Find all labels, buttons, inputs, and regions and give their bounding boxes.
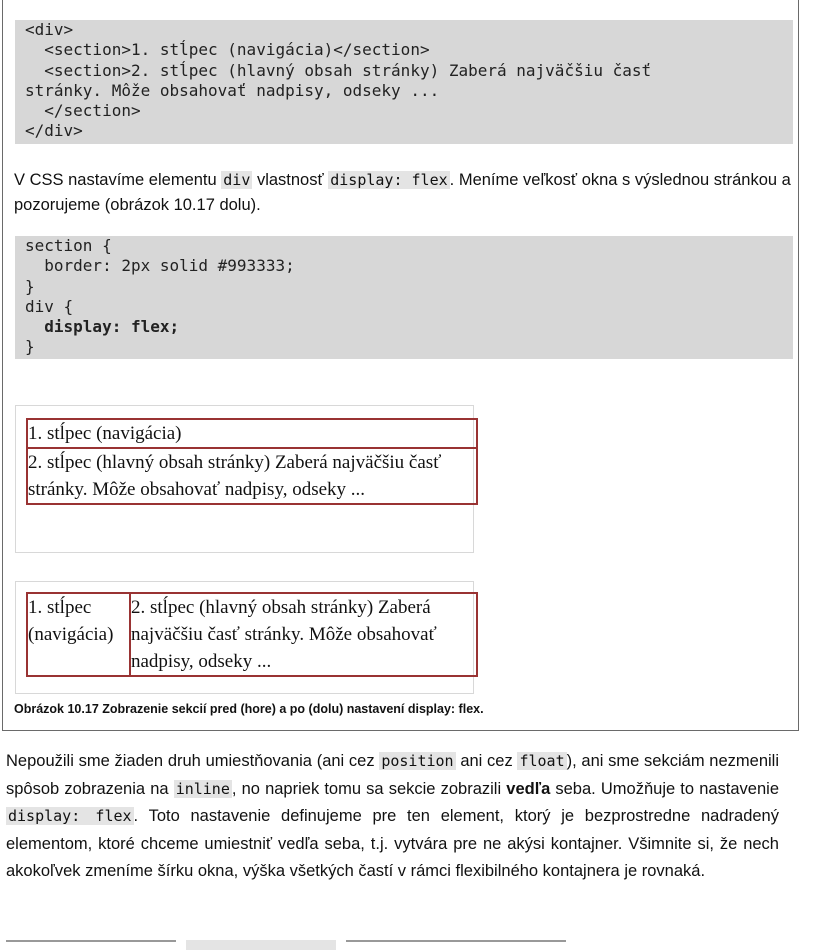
code-line-bold: display: flex; [44,317,180,337]
code-line: } [25,337,35,357]
code-line: section { [25,236,112,255]
code-line: <section>2. stĺpec (hlavný obsah stránky) Zaberá najväčšiu časť [25,60,652,80]
code-line: } [25,276,35,296]
section-navigation: 1. stĺpec (navigácia) [26,418,478,449]
code-line: <div> [25,20,74,39]
html-code-block [15,20,793,144]
section-main-content: 2. stĺpec (hlavný obsah stránky) Zaberá najväčšiu časť stránky. Môže obsahovať nadpisy, odseky ... [129,592,478,677]
code-line: </section> [25,101,141,121]
demo-after-flex [15,581,474,694]
inline-code: display: flex [330,171,448,189]
section-main-content: 2. stĺpec (hlavný obsah stránky) Zaberá najväčšiu časť stránky. Môže obsahovať nadpisy, odseky ... [26,447,478,505]
paragraph-explanation: Nepoužili sme žiaden druh umiestňovania (ani cez position ani cez float ), ani sme sekciám nezmenili spôsob zobrazenia na inline , no napriek tomu sa sekcie zobrazili vedľa seba. Umožňuje to nastavenie display: flex . Toto nastavenie definujeme pre ten element, ktorý je bezprostredne nadradený elementom, ktoré chceme umiestniť vedľa seba, t.j. vytvára pre ne akýsi kontajner. Všimnite si, že nech akokoľvek zmeníme šírku okna, výška všetkých častí v rámci flexibilného kontajnera je rovnaká. [6,752,780,880]
demo-before-flex [15,405,474,553]
inline-code: float [519,752,565,770]
inline-code: display: flex [8,807,132,825]
inline-code: inline [175,779,230,798]
code-line: <section>1. stĺpec (navigácia)</section> [25,40,430,60]
paragraph-css-intro: V CSS nastavíme elementu div vlastnosť display: flex . Meníme veľkosť okna s výslednou stránkou a pozorujeme (obrázok 10.17 dolu). [14,171,791,214]
figure-caption: Obrázok 10.17 Zobrazenie sekcií pred (hore) a po (dolu) nastavení display: flex. [14,702,484,716]
code-line: div { [25,296,74,316]
bold-word: vedľa [506,779,551,798]
section-navigation: 1. stĺpec (navigácia) [26,592,131,677]
code-line: </div> [25,121,83,141]
cut-off-next-line [6,936,566,950]
code-line: border: 2px solid #993333; [25,256,295,276]
inline-code: position [381,752,454,770]
code-line: stránky. Môže obsahovať nadpisy, odseky ... [25,80,440,100]
inline-code: div [223,171,251,189]
css-code-block [15,236,793,359]
code-line-indent [25,317,44,336]
